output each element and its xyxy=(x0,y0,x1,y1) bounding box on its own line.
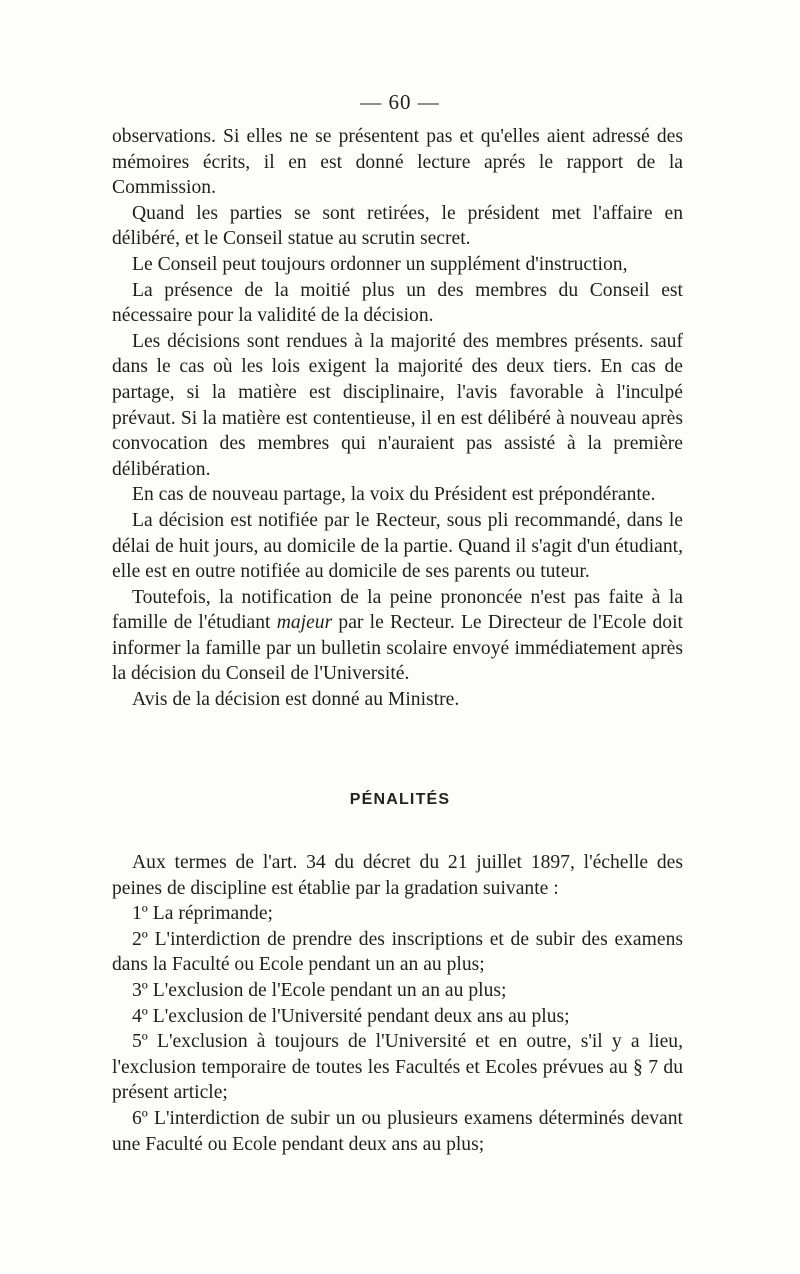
penalty-item-5: 5º L'exclusion à toujours de l'Université et en outre, s'il y a lieu, l'exclusion temporaire de toutes les Facultés et Ecoles prévues au § 7 du présent article; xyxy=(112,1031,683,1104)
deliberation-text-block xyxy=(112,124,683,713)
family-notice-italic: majeur xyxy=(276,612,333,634)
penalties-text-block xyxy=(112,850,683,1157)
paragraph-quorum: La présence de la moitié plus un des membres du Conseil est nécessaire pour la validité de la décision. xyxy=(112,279,683,327)
paragraph-tie-vote: En cas de nouveau partage, la voix du Président est prépondérante. xyxy=(132,484,656,506)
paragraph-minister: Avis de la décision est donné au Ministre. xyxy=(132,689,460,711)
paragraph-family-notice xyxy=(112,585,683,687)
penalty-item-4: 4º L'exclusion de l'Université pendant deux ans au plus; xyxy=(132,1005,570,1027)
penalty-item-1: 1º La réprimande; xyxy=(132,903,273,925)
paragraph-notification: La décision est notifiée par le Recteur, sous pli recommandé, dans le délai de huit jours, au domicile de la partie. Quand il s'agit d'un étudiant, elle est en outre notifiée au domicile de ses parents ou tuteur. xyxy=(112,509,683,583)
section-title-penalites: PÉNALITÉS xyxy=(349,791,451,808)
page-number: — 60 — xyxy=(360,90,440,114)
paragraph-deliberation: Quand les parties se sont retirées, le président met l'affaire en délibéré, et le Conseil statue au scrutin secret. xyxy=(112,202,683,250)
penalty-item-6: 6º L'interdiction de subir un ou plusieurs examens déterminés devant une Faculté ou Ecole pendant deux ans au plus; xyxy=(112,1107,683,1155)
paragraph-instruction: Le Conseil peut toujours ordonner un supplément d'instruction, xyxy=(132,253,628,275)
paragraph-majority: Les décisions sont rendues à la majorité des membres présents. sauf dans le cas où les lois exigent la majorité des deux tiers. En cas de partage, si la matière est disciplinaire, l'avis favorable à l'inculpé prévaut. Si la matière est contentieuse, il en est délibéré à nouveau après convocation des membres qui n'auraient pas assisté à la première délibération. xyxy=(112,330,683,480)
paragraph-observations: observations. Si elles ne se présentent pas et qu'elles aient adressé des mémoires écrits, il en est donné lecture aprés le rapport de la Commission. xyxy=(112,126,683,199)
penalty-item-3: 3º L'exclusion de l'Ecole pendant un an au plus; xyxy=(132,979,507,1001)
family-notice-part2: par le Recteur. Le Directeur de l'Ecole doit informer la famille par un bulletin scolaire envoyé immédiatement après la décision du Conseil de l'Université. xyxy=(112,612,683,685)
penalties-intro: Aux termes de l'art. 34 du décret du 21 juillet 1897, l'échelle des peines de discipline est établie par la gradation suivante : xyxy=(112,852,683,899)
family-notice-part1: Toutefois, la notification de la peine prononcée n'est pas faite à la famille de l'étudiant xyxy=(112,586,683,634)
penalty-item-2: 2º L'interdiction de prendre des inscriptions et de subir des examens dans la Faculté ou Ecole pendant un an au plus; xyxy=(112,928,683,976)
